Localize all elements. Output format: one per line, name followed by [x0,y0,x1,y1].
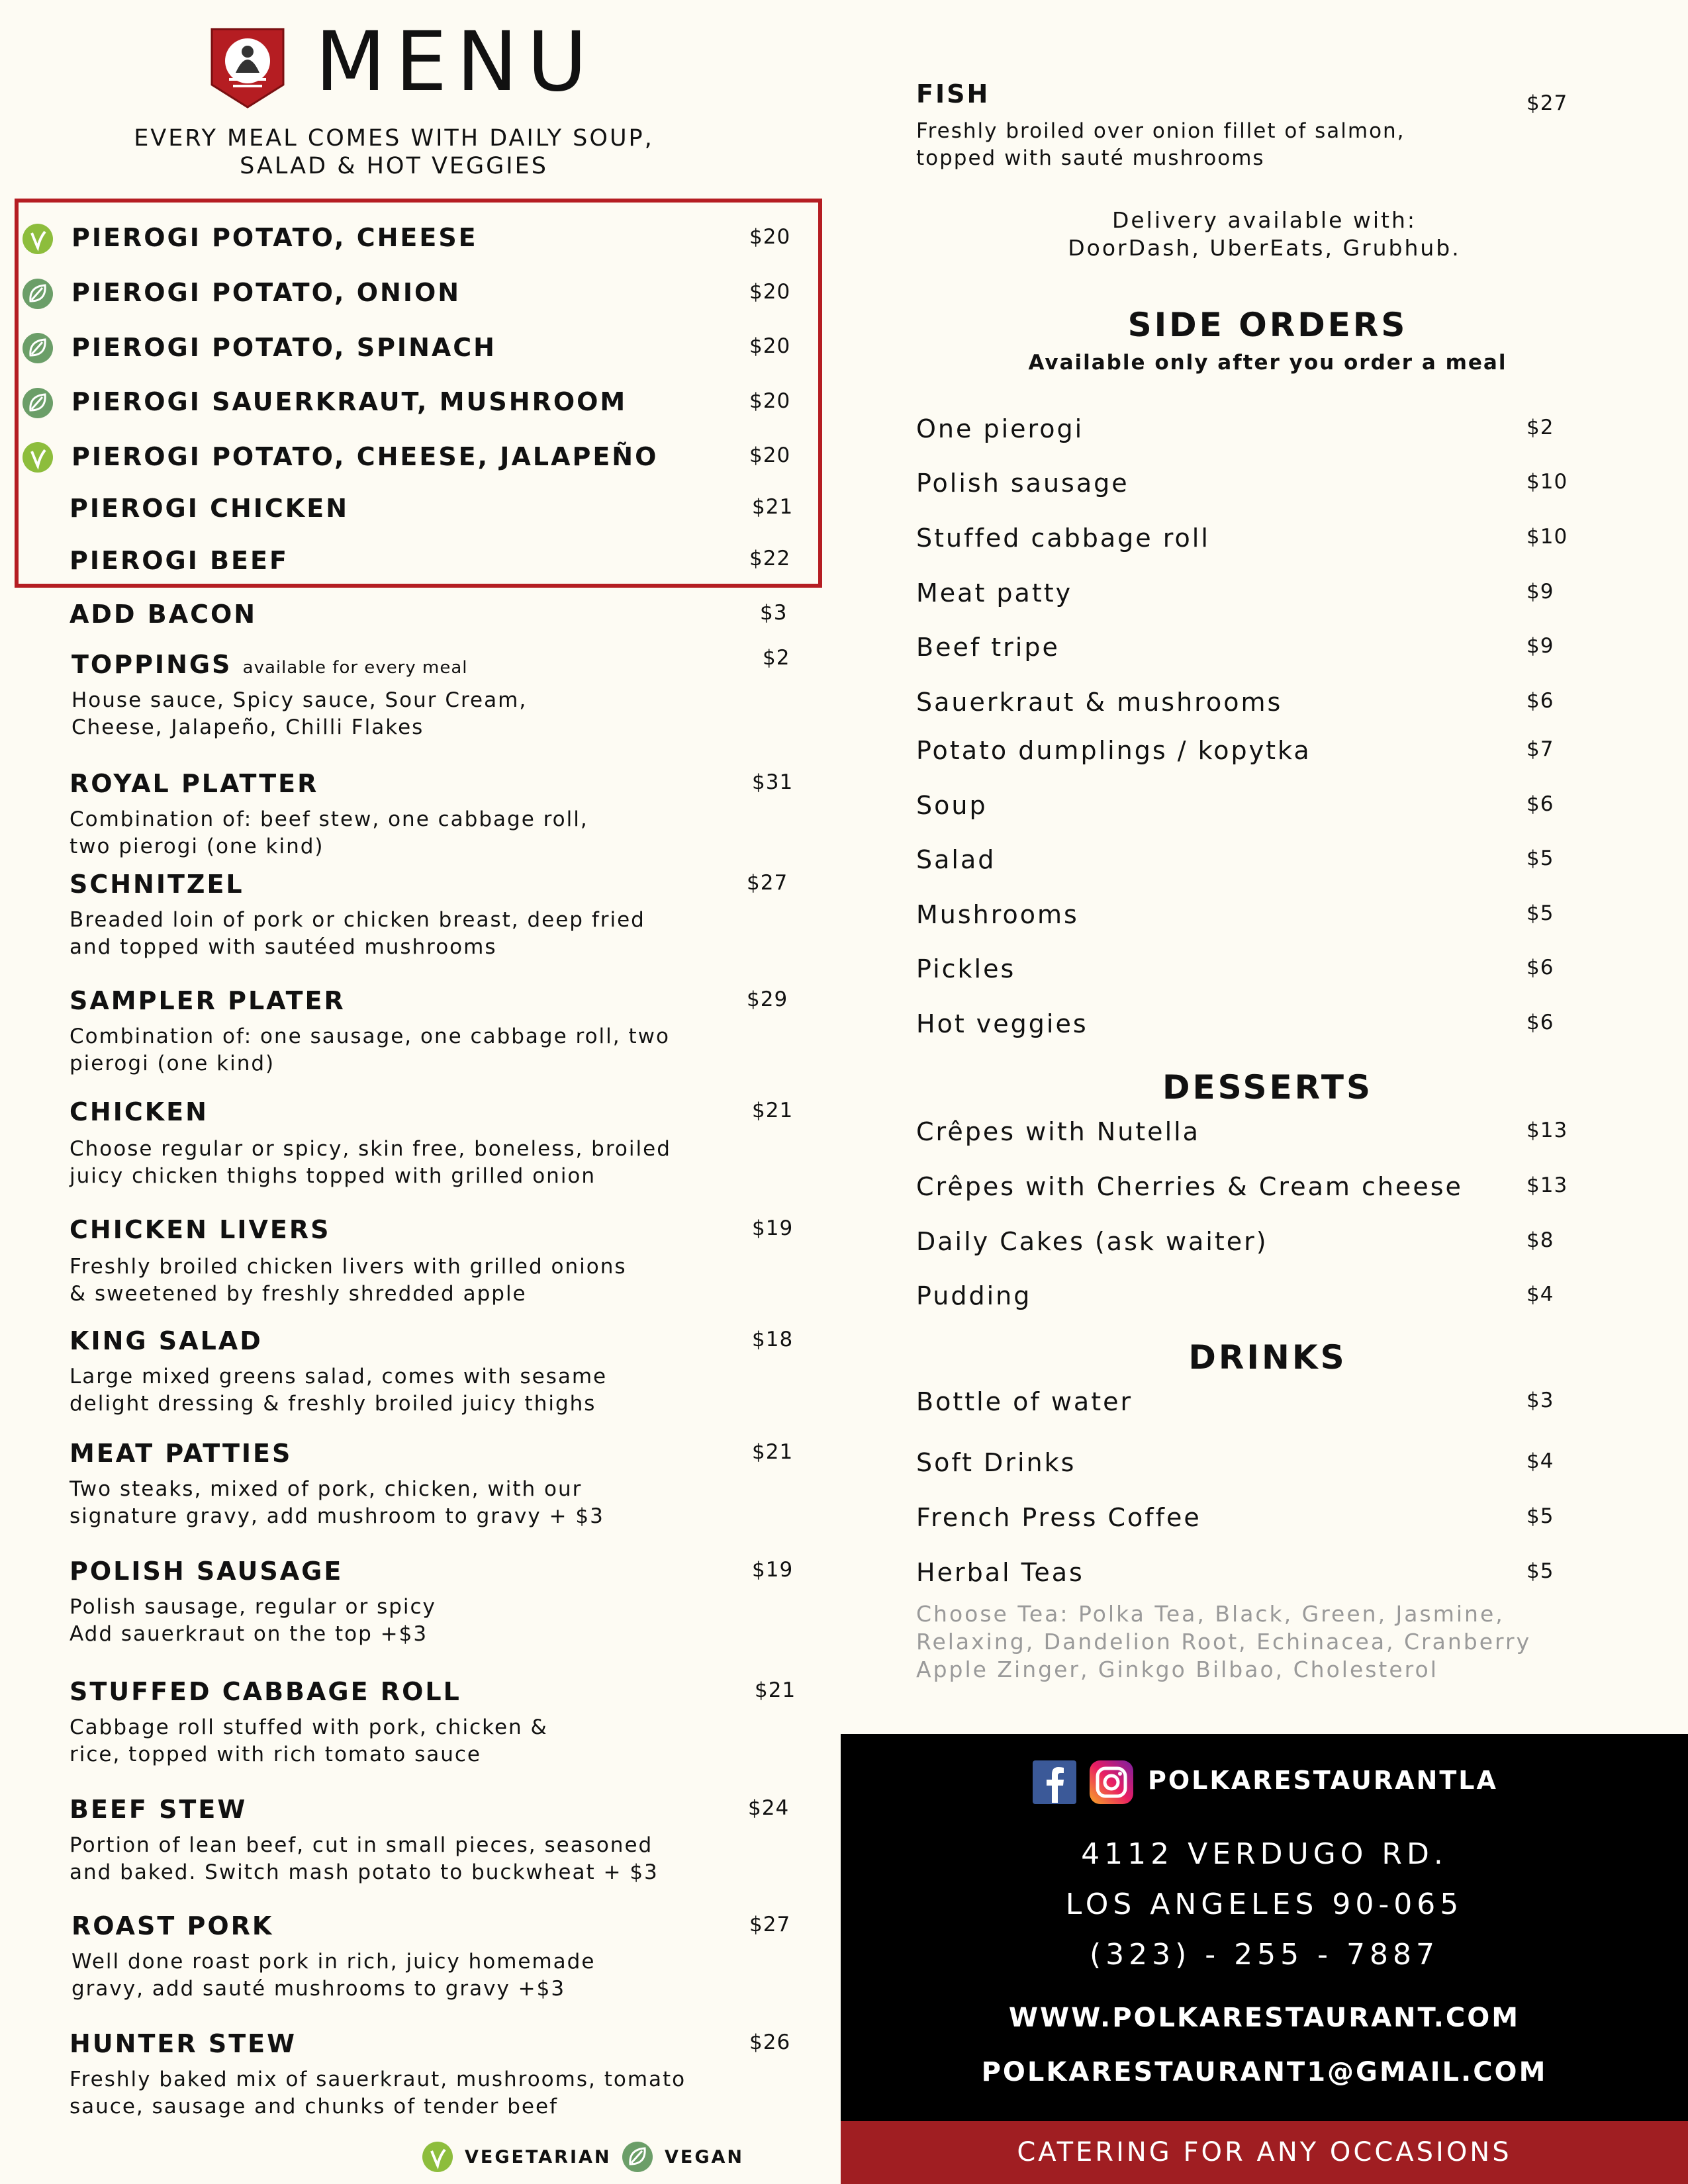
side-item-name: Mushrooms [916,900,1079,929]
menu-item-name: PIEROGI BEEF [70,546,289,575]
dessert-item-name: Crêpes with Cherries & Cream cheese [916,1172,1463,1201]
menu-item-price: $19 [752,1216,794,1240]
menu-item-name: MEAT PATTIES [70,1439,293,1468]
menu-item-description: Polish sausage, regular or spicy Add sauerkraut on the top +$3 [70,1595,436,1646]
side-item-price: $2 [1526,416,1554,439]
menu-item-name: PIEROGI CHICKEN [70,494,349,523]
side-item-name: Polish sausage [916,469,1129,498]
side-item-price: $10 [1526,525,1568,549]
menu-item-name: PIEROGI POTATO, SPINACH [71,333,496,362]
side-item-price: $9 [1526,580,1554,604]
dessert-item-price: $13 [1526,1173,1568,1197]
side-item-price: $5 [1526,901,1554,925]
menu-item-name: CHICKEN [70,1097,209,1126]
dessert-item-name: Crêpes with Nutella [916,1117,1200,1146]
drink-item-price: $4 [1526,1449,1554,1473]
side-item-price: $6 [1526,956,1554,979]
side-item-price: $6 [1526,1011,1554,1034]
menu-item-description: Freshly baked mix of sauerkraut, mushrooms, tomato sauce, sausage and chunks of tender beef [70,2068,686,2118]
menu-item-description: Freshly broiled over onion fillet of salmon, topped with sauté mushrooms [916,119,1405,170]
side-item-name: Pickles [916,954,1016,983]
vegetarian-icon [23,224,53,254]
side-item-name: Sauerkraut & mushrooms [916,688,1283,717]
menu-item-price: $2 [763,646,790,670]
vegetarian-icon [422,2142,453,2172]
menu-item-description: Combination of: beef stew, one cabbage roll, two pierogi (one kind) [70,807,588,858]
restaurant-logo [209,26,286,110]
side-item-name: One pierogi [916,414,1084,443]
menu-item-name: SAMPLER PLATER [70,986,346,1015]
phone-number[interactable]: (323) - 255 - 7887 [1090,1938,1439,1972]
menu-item-name: POLISH SAUSAGE [70,1557,344,1586]
menu-item-name: KING SALAD [70,1326,263,1355]
menu-item-description: Well done roast pork in rich, juicy homemade gravy, add sauté mushrooms to gravy +$3 [71,1950,596,2001]
menu-item-price: $20 [749,280,791,304]
drink-item-name: French Press Coffee [916,1503,1201,1532]
drink-item-price: $3 [1526,1388,1554,1412]
desserts-heading: DESSERTS [1162,1068,1373,1107]
side-item-price: $10 [1526,470,1568,494]
facebook-icon[interactable] [1033,1760,1076,1804]
social-handle[interactable]: POLKARESTAURANTLA [1148,1766,1498,1795]
menu-item-price: $19 [752,1558,794,1582]
vegan-icon [622,2142,653,2172]
menu-item-price: $20 [749,225,791,249]
drink-item-name: Soft Drinks [916,1448,1076,1477]
subtitle-line: EVERY MEAL COMES WITH DAILY SOUP, [134,125,654,152]
menu-item-name: CHICKEN LIVERS [70,1215,331,1244]
side-item-name: Salad [916,845,996,874]
side-item-price: $9 [1526,634,1554,658]
legend-vegetarian: VEGETARIAN [465,2147,612,2167]
delivery-info: Delivery available with: DoorDash, UberEats, Grubhub. [1068,207,1461,261]
menu-item-name: ROYAL PLATTER [70,769,319,798]
menu-item-description: Breaded loin of pork or chicken breast, deep fried and topped with sautéed mushrooms [70,908,645,959]
dessert-item-price: $8 [1526,1228,1554,1252]
menu-item-description: Two steaks, mixed of pork, chicken, with our signature gravy, add mushroom to gravy + $3 [70,1477,604,1528]
side-item-name: Meat patty [916,578,1073,608]
menu-item-price: $29 [747,987,788,1011]
side-item-name: Potato dumplings / kopytka [916,736,1311,765]
menu-item-price: $22 [749,547,791,570]
vegan-icon [23,333,53,363]
menu-item-name: PIEROGI POTATO, CHEESE [71,223,478,252]
menu-item-description: Large mixed greens salad, comes with sesame delight dressing & freshly broiled juicy thighs [70,1365,608,1416]
menu-item-price: $31 [752,770,794,794]
menu-item-price: $20 [749,443,791,467]
side-item-name: Stuffed cabbage roll [916,523,1210,553]
catering-text: CATERING FOR ANY OCCASIONS [1017,2137,1512,2167]
vegan-icon [23,279,53,309]
menu-title: MENU [315,15,596,110]
catering-banner [841,2121,1688,2184]
toppings-note: available for every meal [242,658,468,678]
drink-item-price: $5 [1526,1559,1554,1583]
menu-item-price: $27 [749,1913,791,1936]
side-item-name: Soup [916,791,988,820]
side-orders-heading: SIDE ORDERS [1127,306,1408,344]
address-line: LOS ANGELES 90-065 [1065,1888,1464,1921]
menu-item-price: $21 [752,495,794,519]
toppings-heading [71,650,468,679]
menu-item-price: $21 [752,1440,794,1464]
legend-vegan: VEGAN [665,2147,744,2167]
menu-item-name: PIEROGI POTATO, CHEESE, JALAPEÑO [71,442,659,471]
menu-item-price: $27 [1526,91,1568,115]
menu-item-name: SCHNITZEL [70,870,244,899]
vegetarian-icon [23,442,53,473]
toppings-name: TOPPINGS [71,650,232,679]
menu-item-description: Portion of lean beef, cut in small pieces, seasoned and baked. Switch mash potato to buckwheat + $3 [70,1833,659,1884]
address-line: 4112 VERDUGO RD. [1081,1837,1448,1871]
drink-item-price: $5 [1526,1504,1554,1528]
dessert-item-name: Daily Cakes (ask waiter) [916,1227,1268,1256]
menu-item-name: PIEROGI SAUERKRAUT, MUSHROOM [71,387,628,416]
menu-item-price: $20 [749,334,791,358]
menu-item-name: ADD BACON [70,600,258,629]
side-item-price: $7 [1526,737,1554,761]
menu-item-name: STUFFED CABBAGE ROLL [70,1677,461,1706]
menu-item-price: $24 [748,1796,790,1820]
email-link[interactable]: POLKARESTAURANT1@GMAIL.COM [981,2057,1548,2087]
dessert-item-name: Pudding [916,1281,1032,1310]
menu-item-price: $3 [760,601,788,625]
menu-item-name: HUNTER STEW [70,2029,297,2058]
side-item-price: $5 [1526,846,1554,870]
drink-item-name: Herbal Teas [916,1558,1084,1587]
dessert-item-price: $13 [1526,1118,1568,1142]
menu-item-price: $20 [749,389,791,413]
menu-item-description: Freshly broiled chicken livers with grilled onions & sweetened by freshly shredded apple [70,1255,627,1306]
side-item-price: $6 [1526,689,1554,713]
contact-footer [841,1734,1688,2128]
menu-item-price: $21 [755,1678,796,1702]
menu-item-price: $18 [752,1328,794,1351]
side-item-name: Hot veggies [916,1009,1088,1038]
subtitle-line: SALAD & HOT VEGGIES [240,153,548,179]
website-link[interactable]: WWW.POLKARESTAURANT.COM [1008,2003,1521,2033]
menu-item-description: House sauce, Spicy sauce, Sour Cream, Cheese, Jalapeño, Chilli Flakes [71,688,528,739]
menu-item-price: $26 [749,2030,791,2054]
menu-subtitle [106,124,682,180]
side-orders-subtitle: Available only after you order a meal [1028,351,1507,375]
menu-item-price: $27 [747,871,788,895]
tea-options: Choose Tea: Polka Tea, Black, Green, Jasmine, Relaxing, Dandelion Root, Echinacea, Cranberry Apple Zinger, Ginkgo Bilbao, Cholesterol [916,1601,1532,1682]
menu-item-name: FISH [916,79,990,109]
menu-item-description: Cabbage roll stuffed with pork, chicken & rice, topped with rich tomato sauce [70,1715,548,1766]
menu-item-name: BEEF STEW [70,1795,248,1824]
side-item-name: Beef tripe [916,633,1060,662]
vegan-icon [23,388,53,418]
menu-item-name: ROAST PORK [71,1911,274,1940]
menu-item-description: Combination of: one sausage, one cabbage roll, two pierogi (one kind) [70,1024,670,1075]
menu-item-description: Choose regular or spicy, skin free, boneless, broiled juicy chicken thighs topped with grilled onion [70,1137,671,1188]
instagram-icon[interactable] [1090,1760,1133,1804]
drink-item-name: Bottle of water [916,1387,1133,1416]
menu-item-price: $21 [752,1099,794,1122]
menu-item-name: PIEROGI POTATO, ONION [71,278,461,307]
drinks-heading: DRINKS [1188,1338,1347,1377]
dessert-item-price: $4 [1526,1283,1554,1306]
side-item-price: $6 [1526,792,1554,816]
